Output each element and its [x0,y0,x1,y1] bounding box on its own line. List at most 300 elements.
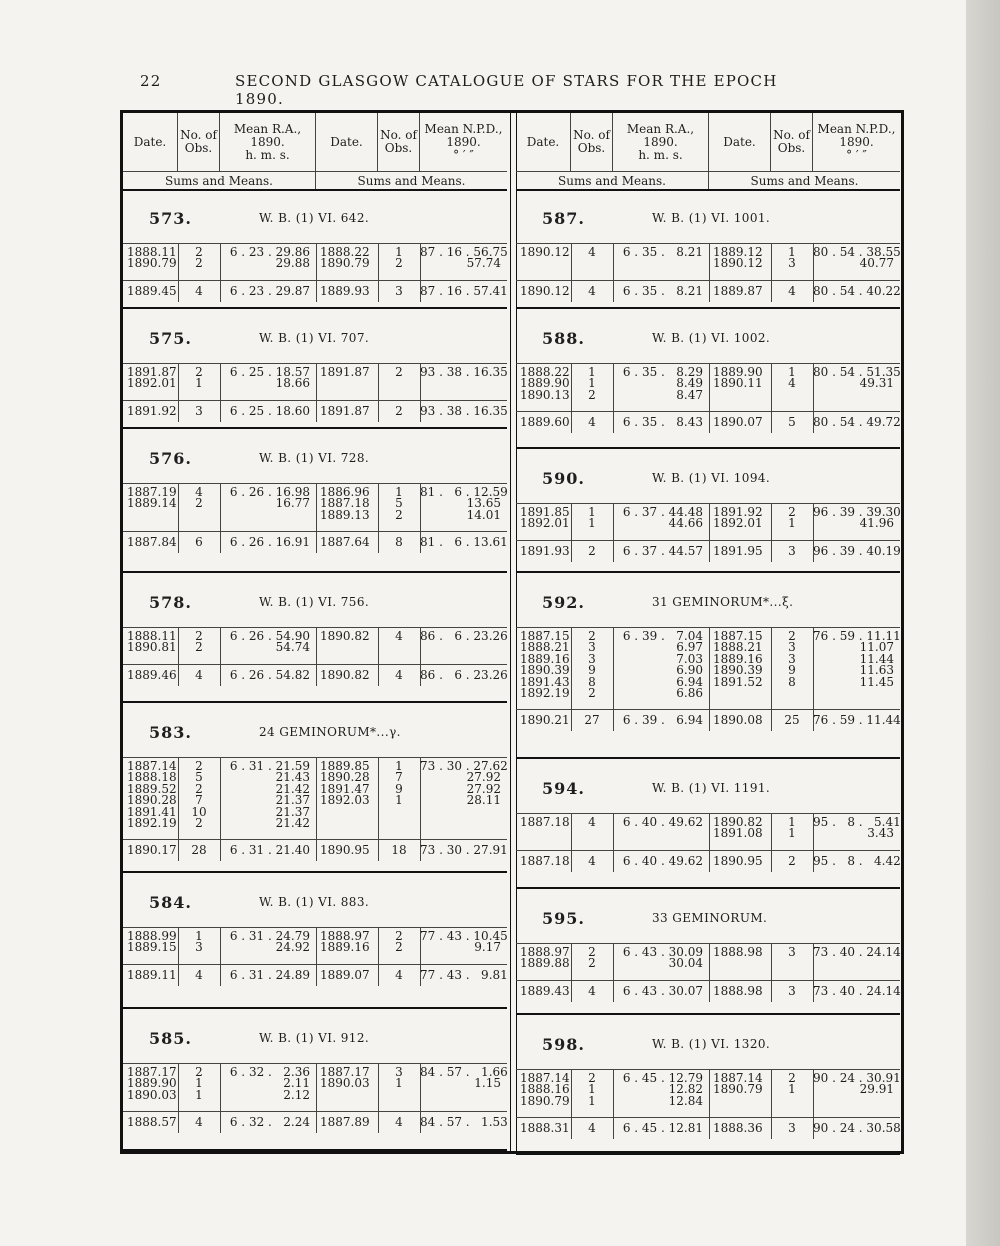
mean-obs: 3 [788,983,796,998]
star-block [516,451,900,573]
mean-date: 1891.92 [127,403,177,418]
mean-date: 1890.08 [713,713,763,728]
column-rule [316,363,317,422]
column-rule [316,483,317,553]
star-designation: W. B. (1) VI. 756. [259,595,370,609]
mean-obs: 6 [195,535,203,550]
header-text: Mean N.P.D., [817,121,896,136]
row-rule [123,627,507,628]
running-title: SECOND GLASGOW CATALOGUE OF STARS FOR THE EPOCH 1890. [235,72,778,108]
obs-npd-values: 90 . 24 . 30.91 29.91 [813,1071,901,1097]
mean-npd: 93 . 38 . 16.35 [420,403,508,418]
obs-ra-values: 6 . 40 . 49.62 [622,815,703,829]
obs-npd-dates: 1887.15 1888.21 1889.16 1890.39 1891.52 [713,629,763,689]
catalogue-table [120,110,904,1154]
mean-date: 1890.12 [520,283,570,298]
star-designation: W. B. (1) VI. 1094. [652,471,771,485]
column-rule [316,927,317,986]
mean-npd: 81 . 6 . 13.61 [420,535,508,550]
obs-ra-dates: 1887.18 [520,815,570,829]
mean-date: 1887.18 [520,853,570,868]
mean-date: 1891.87 [320,403,370,418]
mean-obs: 4 [195,667,203,682]
obs-ra-obs: 4 [588,245,596,259]
star-block-header [123,875,507,927]
mean-date: 1890.95 [713,853,763,868]
obs-ra-dates: 1890.12 [520,245,570,259]
header-text: Date. [723,134,756,149]
block-divider [516,1153,900,1155]
obs-ra-dates: 1887.14 1888.18 1889.52 1890.28 1891.41 1892.19 [127,759,177,831]
obs-npd-obs: 1 5 2 [395,485,403,522]
star-block [123,311,507,429]
star-number: 587. [542,209,585,228]
obs-ra-dates: 1891.85 1892.01 [520,505,570,531]
mean-npd: 87 . 16 . 57.41 [420,283,508,298]
obs-ra-values: 6 . 39 . 7.04 6.97 7.03 6.90 6.94 6.86 [622,629,703,701]
row-rule [123,280,507,281]
column-rule [316,757,317,861]
obs-npd-obs: 2 3 3 9 8 [788,629,796,689]
star-designation: W. B. (1) VI. 1001. [652,211,771,225]
obs-ra-dates: 1887.19 1889.14 [127,485,177,511]
obs-ra-values: 6 . 45 . 12.79 12.82 12.84 [622,1071,703,1108]
obs-ra-obs: 4 [588,815,596,829]
obs-npd-obs: 3 [788,945,796,959]
star-block [123,431,507,573]
obs-npd-obs: 2 1 [788,1071,796,1097]
mean-npd: 73 . 40 . 24.14 [813,983,901,998]
mean-ra: 6 . 35 . 8.43 [622,415,703,430]
star-designation: 31 GEMINORUM*...ξ. [652,595,794,609]
header-text: h. m. s. [245,147,290,162]
row-rule [516,411,900,412]
header-text: Mean R.A., [626,121,695,136]
row-rule [123,483,507,484]
column-rule [709,1069,710,1139]
header-text: 1890. [643,134,678,149]
mean-ra: 6 . 25 . 18.60 [229,403,310,418]
obs-npd-dates: 1887.14 1890.79 [713,1071,763,1097]
obs-ra-obs: 4 2 [195,485,203,511]
star-block [516,191,900,309]
star-block [516,1017,900,1155]
column-header-cell [420,113,507,171]
obs-npd-obs: 2 2 [395,929,403,955]
obs-ra-dates: 1888.22 1889.90 1890.13 [520,365,570,402]
column-header-left [123,113,507,191]
sums-and-means-label: Sums and Means. [123,171,316,189]
star-block-header [516,451,900,503]
mean-npd: 80 . 54 . 49.72 [813,415,901,430]
star-block [123,191,507,309]
obs-ra-dates: 1888.99 1889.15 [127,929,177,955]
obs-ra-dates: 1888.97 1889.88 [520,945,570,971]
mean-ra: 6 . 26 . 54.82 [229,667,310,682]
mean-ra: 6 . 43 . 30.07 [622,983,703,998]
obs-npd-obs: 1 1 [788,815,796,841]
star-designation: 24 GEMINORUM*...γ. [259,725,401,739]
mean-obs: 4 [395,967,403,982]
star-block-header [516,761,900,813]
obs-ra-dates: 1888.11 1890.79 [127,245,177,271]
mean-obs: 3 [788,543,796,558]
mean-date: 1888.98 [713,983,763,998]
star-block [123,875,507,1009]
mean-date: 1890.95 [320,843,370,858]
mean-obs: 4 [395,1115,403,1130]
star-number: 573. [149,209,192,228]
star-designation: W. B. (1) VI. 1191. [652,781,771,795]
column-header-cell [123,113,178,171]
obs-ra-values: 6 . 35 . 8.29 8.49 8.47 [622,365,703,402]
header-text: Obs. [184,141,213,155]
obs-ra-values: 6 . 23 . 29.86 29.88 [229,245,310,271]
star-block [516,761,900,889]
star-number: 592. [542,593,585,612]
column-rule [316,243,317,302]
sums-and-means-label: Sums and Means. [709,171,900,189]
header-text: Date. [330,134,363,149]
row-rule [516,813,900,814]
column-header-cell [813,113,900,171]
header-text: No. of [773,128,810,142]
mean-obs: 4 [195,1115,203,1130]
star-block-header [123,431,507,483]
obs-npd-values: 86 . 6 . 23.26 [420,629,508,643]
header-text: ° ′ ″ [453,147,474,162]
obs-npd-dates: 1891.92 1892.01 [713,505,763,531]
obs-npd-obs: 1 3 [788,245,796,271]
star-designation: W. B. (1) VI. 707. [259,331,370,345]
obs-ra-dates: 1891.87 1892.01 [127,365,177,391]
obs-npd-obs: 2 1 [788,505,796,531]
row-rule [123,757,507,758]
obs-npd-values: 95 . 8 . 5.41 3.43 [813,815,901,841]
mean-obs: 4 [588,1121,596,1136]
obs-ra-values: 6 . 32 . 2.36 2.11 2.12 [229,1065,310,1102]
mean-date: 1889.87 [713,283,763,298]
mean-obs: 4 [588,415,596,430]
row-rule [123,839,507,840]
mean-ra: 6 . 26 . 16.91 [229,535,310,550]
mean-date: 1887.84 [127,535,177,550]
obs-ra-obs: 2 2 [195,629,203,655]
column-rule [709,813,710,872]
mean-date: 1888.31 [520,1121,570,1136]
mean-obs: 25 [784,713,800,728]
mean-ra: 6 . 23 . 29.87 [229,283,310,298]
mean-npd: 90 . 24 . 30.58 [813,1121,901,1136]
row-rule [123,1111,507,1112]
mean-npd: 86 . 6 . 23.26 [420,667,508,682]
obs-npd-values: 76 . 59 . 11.11 11.07 11.44 11.63 11.45 [813,629,901,689]
mean-ra: 6 . 32 . 2.24 [229,1115,310,1130]
obs-npd-obs: 1 7 9 1 [395,759,403,808]
block-divider [123,1007,507,1009]
obs-ra-values: 6 . 35 . 8.21 [622,245,703,259]
star-designation: W. B. (1) VI. 912. [259,1031,370,1045]
column-rule [316,627,317,686]
star-block [516,891,900,1015]
obs-npd-values: 80 . 54 . 38.55 40.77 [813,245,901,271]
row-rule [123,363,507,364]
mean-obs: 4 [788,283,796,298]
row-rule [123,1063,507,1064]
obs-ra-values: 6 . 37 . 44.48 44.66 [622,505,703,531]
block-divider [516,1013,900,1015]
page-number: 22 [140,72,162,90]
mean-ra: 6 . 40 . 49.62 [622,853,703,868]
mean-date: 1891.93 [520,543,570,558]
obs-npd-values: 81 . 6 . 12.59 13.65 14.01 [420,485,508,522]
mean-obs: 27 [584,713,600,728]
row-rule [516,503,900,504]
block-divider [516,887,900,889]
column-header-cell [378,113,420,171]
star-designation: W. B. (1) VI. 642. [259,211,370,225]
obs-ra-obs: 2 1 1 [195,1065,203,1102]
mean-ra: 6 . 31 . 21.40 [229,843,310,858]
column-header-cell [220,113,316,171]
header-text: No. of [180,128,217,142]
column-header-cell [771,113,813,171]
row-rule [516,980,900,981]
obs-npd-values: 73 . 40 . 24.14 [813,945,901,959]
obs-npd-dates: 1889.12 1890.12 [713,245,763,271]
mean-obs: 18 [391,843,407,858]
obs-ra-obs: 2 1 [195,365,203,391]
obs-ra-obs: 2 5 2 7 10 2 [191,759,207,831]
header-text: Obs. [384,141,413,155]
obs-npd-values: 87 . 16 . 56.75 57.74 [420,245,508,271]
row-rule [516,540,900,541]
star-block [516,311,900,449]
star-designation: W. B. (1) VI. 728. [259,451,370,465]
obs-npd-dates: 1888.97 1889.16 [320,929,370,955]
mean-date: 1889.60 [520,415,570,430]
obs-ra-obs: 2 2 [195,245,203,271]
row-rule [516,363,900,364]
row-rule [123,964,507,965]
star-block-header [123,1011,507,1063]
mean-npd: 96 . 39 . 40.19 [813,543,901,558]
page-edge [966,0,1000,1246]
block-divider [123,427,507,429]
column-header-cell [178,113,220,171]
obs-npd-dates: 1888.98 [713,945,763,959]
column-rule [709,943,710,1002]
obs-ra-obs: 2 2 [588,945,596,971]
obs-ra-obs: 1 1 2 [588,365,596,402]
mean-obs: 4 [588,853,596,868]
mean-npd: 80 . 54 . 40.22 [813,283,901,298]
obs-npd-obs: 3 1 [395,1065,403,1091]
mean-ra: 6 . 39 . 6.94 [622,713,703,728]
block-divider [123,571,507,573]
mean-obs: 3 [788,1121,796,1136]
header-text: Obs. [577,141,606,155]
mean-obs: 4 [195,967,203,982]
column-rule [709,627,710,731]
block-divider [516,571,900,573]
header-text: Mean R.A., [233,121,302,136]
star-number: 575. [149,329,192,348]
header-text: 1890. [446,134,481,149]
obs-npd-obs: 2 [395,365,403,379]
star-block-header [123,575,507,627]
mean-obs: 2 [395,403,403,418]
header-text: No. of [573,128,610,142]
mean-ra: 6 . 35 . 8.21 [622,283,703,298]
row-rule [123,664,507,665]
header-text: 1890. [839,134,874,149]
mean-obs: 3 [195,403,203,418]
star-number: 594. [542,779,585,798]
mean-npd: 73 . 30 . 27.91 [420,843,508,858]
star-block [516,575,900,759]
mean-npd: 84 . 57 . 1.53 [420,1115,508,1130]
column-rule [316,1063,317,1133]
star-number: 583. [149,723,192,742]
header-text: 1890. [250,134,285,149]
mean-date: 1889.43 [520,983,570,998]
obs-ra-obs: 1 1 [588,505,596,531]
mean-obs: 2 [788,853,796,868]
header-text: Mean N.P.D., [424,121,503,136]
star-block-header [123,311,507,363]
header-text: Date. [526,134,560,149]
row-rule [123,243,507,244]
star-number: 595. [542,909,585,928]
mean-date: 1887.64 [320,535,370,550]
block-divider [123,871,507,873]
row-rule [516,280,900,281]
star-block-header [516,1017,900,1069]
star-block-header [123,705,507,757]
column-header-cell [709,113,771,171]
obs-ra-dates: 1887.15 1888.21 1889.16 1890.39 1891.43 1892.19 [520,629,570,701]
header-text: No. of [380,128,417,142]
obs-npd-dates: 1886.96 1887.18 1889.13 [320,485,370,522]
header-text: Date. [133,134,167,149]
column-rule [709,503,710,562]
row-rule [123,927,507,928]
header-text: ° ′ ″ [846,147,867,162]
star-designation: W. B. (1) VI. 883. [259,895,370,909]
star-designation: W. B. (1) VI. 1002. [652,331,771,345]
star-number: 584. [149,893,192,912]
obs-npd-obs: 4 [395,629,403,643]
obs-npd-dates: 1889.90 1890.11 [713,365,763,391]
obs-npd-dates: 1887.17 1890.03 [320,1065,370,1091]
obs-ra-obs: 2 1 1 [588,1071,596,1108]
page-header [140,70,780,108]
mean-obs: 5 [788,415,796,430]
obs-npd-values: 73 . 30 . 27.62 27.92 27.92 28.11 [420,759,508,808]
column-header-cell [316,113,378,171]
mean-date: 1889.07 [320,967,370,982]
star-number: 585. [149,1029,192,1048]
star-block-header [516,891,900,943]
column-header-cell [613,113,709,171]
mean-npd: 76 . 59 . 11.44 [813,713,901,728]
mean-obs: 4 [588,283,596,298]
row-rule [516,627,900,628]
mean-date: 1890.21 [520,713,570,728]
obs-ra-values: 6 . 25 . 18.57 18.66 [229,365,310,391]
column-header-cell [516,113,571,171]
sums-and-means-label: Sums and Means. [316,171,507,189]
block-divider [516,447,900,449]
mean-date: 1889.45 [127,283,177,298]
block-divider [123,1149,507,1151]
mean-obs: 4 [195,283,203,298]
obs-npd-values: 84 . 57 . 1.66 1.15 [420,1065,508,1091]
row-rule [516,243,900,244]
star-number: 590. [542,469,585,488]
column-header-cell [571,113,613,171]
star-number: 598. [542,1035,585,1054]
row-rule [516,850,900,851]
row-rule [516,943,900,944]
mean-obs: 4 [395,667,403,682]
star-block [123,1011,507,1151]
obs-ra-values: 6 . 26 . 16.98 16.77 [229,485,310,511]
star-number: 576. [149,449,192,468]
block-divider [516,757,900,759]
obs-npd-values: 96 . 39 . 39.30 41.96 [813,505,901,531]
star-block-header [516,575,900,627]
mean-obs: 3 [395,283,403,298]
obs-ra-obs: 2 3 3 9 8 2 [588,629,596,701]
obs-npd-dates: 1890.82 [320,629,370,643]
column-rule [709,243,710,302]
mean-date: 1890.07 [713,415,763,430]
header-text: Obs. [777,141,806,155]
mean-date: 1887.89 [320,1115,370,1130]
block-divider [516,307,900,309]
obs-npd-dates: 1890.82 1891.08 [713,815,763,841]
mean-date: 1889.11 [127,967,177,982]
star-number: 588. [542,329,585,348]
obs-ra-dates: 1887.14 1888.16 1890.79 [520,1071,570,1108]
star-block-header [123,191,507,243]
obs-npd-dates: 1888.22 1890.79 [320,245,370,271]
mean-obs: 4 [588,983,596,998]
header-text: h. m. s. [638,147,683,162]
mean-obs: 2 [588,543,596,558]
mean-date: 1891.95 [713,543,763,558]
mean-date: 1889.46 [127,667,177,682]
obs-ra-values: 6 . 31 . 21.59 21.43 21.42 21.37 21.37 21.42 [229,759,310,831]
column-rule [709,363,710,433]
obs-ra-obs: 1 3 [195,929,203,955]
mean-obs: 28 [191,843,207,858]
mean-npd: 77 . 43 . 9.81 [420,967,508,982]
row-rule [123,531,507,532]
obs-npd-obs: 1 2 [395,245,403,271]
mean-ra: 6 . 31 . 24.89 [229,967,310,982]
mean-date: 1890.82 [320,667,370,682]
obs-npd-obs: 1 4 [788,365,796,391]
star-block-header [516,191,900,243]
row-rule [516,1117,900,1118]
star-designation: 33 GEMINORUM. [652,911,768,925]
block-divider [123,701,507,703]
mean-npd: 95 . 8 . 4.42 [813,853,901,868]
obs-npd-values: 80 . 54 . 51.35 49.31 [813,365,901,391]
